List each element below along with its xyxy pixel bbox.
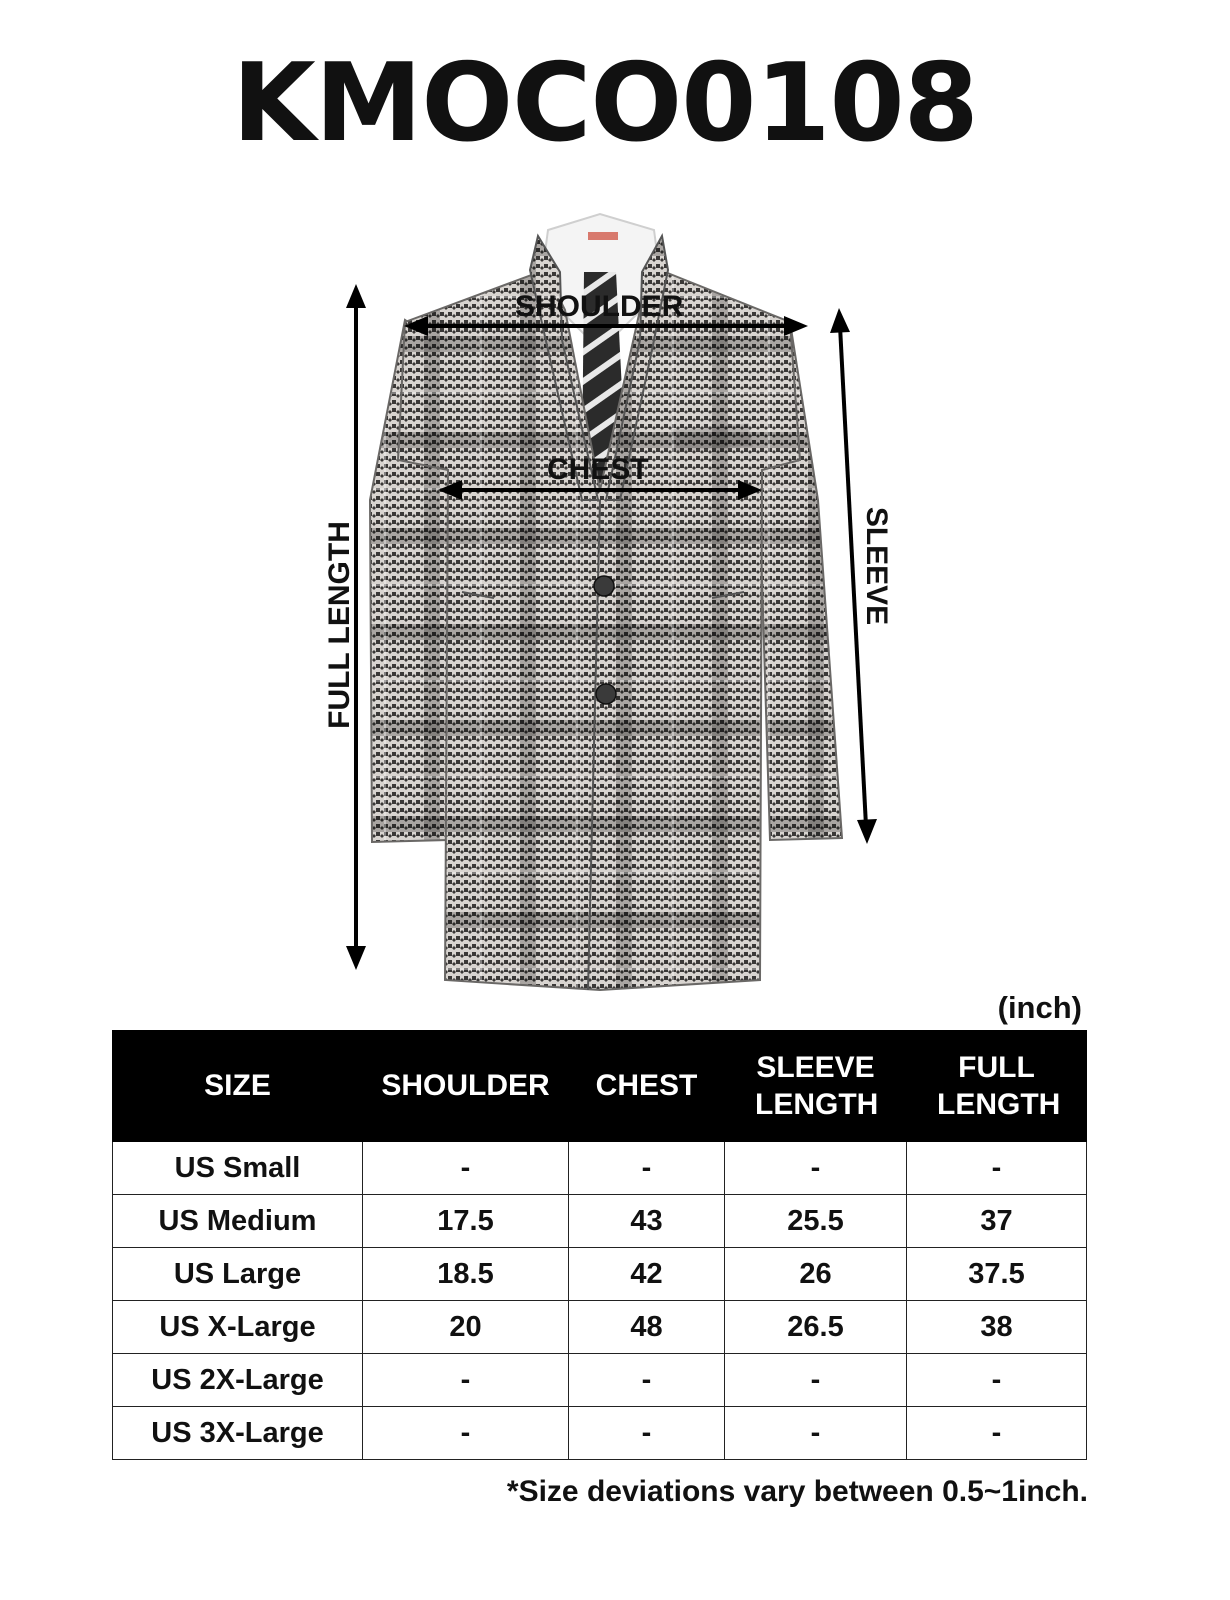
chest-cell: -: [569, 1407, 725, 1460]
shoulder-label: SHOULDER: [515, 290, 684, 323]
header-shoulder: SHOULDER: [363, 1031, 569, 1142]
sleeve-cell: 26: [725, 1248, 907, 1301]
size-deviation-note: *Size deviations vary between 0.5~1inch.: [506, 1475, 1088, 1508]
chest-cell: 43: [569, 1195, 725, 1248]
size-cell: US X-Large: [113, 1301, 363, 1354]
full-length-cell: -: [907, 1354, 1087, 1407]
product-code-title: KMOCO0108: [232, 41, 978, 166]
full-length-cell: 38: [907, 1301, 1087, 1354]
header-size: SIZE: [113, 1031, 363, 1142]
chest-label: CHEST: [547, 453, 649, 486]
shoulder-cell: -: [363, 1407, 569, 1460]
sleeve-cell: -: [725, 1142, 907, 1195]
chest-cell: 42: [569, 1248, 725, 1301]
header-sleeve-length: SLEEVE LENGTH: [725, 1031, 907, 1142]
sleeve-cell: -: [725, 1354, 907, 1407]
table-row: [113, 1407, 1087, 1460]
shoulder-cell: -: [363, 1142, 569, 1195]
unit-label: (inch): [997, 990, 1082, 1025]
chest-cell: 48: [569, 1301, 725, 1354]
sleeve-cell: 26.5: [725, 1301, 907, 1354]
full-length-label: FULL LENGTH: [323, 521, 356, 729]
sleeve-cell: -: [725, 1407, 907, 1460]
header-full-length: FULL LENGTH: [907, 1031, 1087, 1142]
coat-measurement-diagram: [0, 200, 1230, 1000]
size-cell: US 2X-Large: [113, 1354, 363, 1407]
table-row: [113, 1142, 1087, 1195]
shoulder-cell: 20: [363, 1301, 569, 1354]
full-length-cell: 37: [907, 1195, 1087, 1248]
table-row: [113, 1354, 1087, 1407]
full-length-cell: -: [907, 1142, 1087, 1195]
size-cell: US Large: [113, 1248, 363, 1301]
full-length-cell: 37.5: [907, 1248, 1087, 1301]
sleeve-label: SLEEVE: [860, 506, 893, 626]
table-row: [113, 1301, 1087, 1354]
size-cell: US Medium: [113, 1195, 363, 1248]
full-length-cell: -: [907, 1407, 1087, 1460]
size-cell: US Small: [113, 1142, 363, 1195]
size-cell: US 3X-Large: [113, 1407, 363, 1460]
table-header-row: [113, 1031, 1087, 1142]
shoulder-cell: -: [363, 1354, 569, 1407]
shoulder-cell: 18.5: [363, 1248, 569, 1301]
chest-cell: -: [569, 1354, 725, 1407]
table-row: [113, 1248, 1087, 1301]
header-chest: CHEST: [569, 1031, 725, 1142]
sleeve-cell: 25.5: [725, 1195, 907, 1248]
chest-cell: -: [569, 1142, 725, 1195]
size-chart-table: [112, 1030, 1087, 1460]
table-row: [113, 1195, 1087, 1248]
shoulder-cell: 17.5: [363, 1195, 569, 1248]
